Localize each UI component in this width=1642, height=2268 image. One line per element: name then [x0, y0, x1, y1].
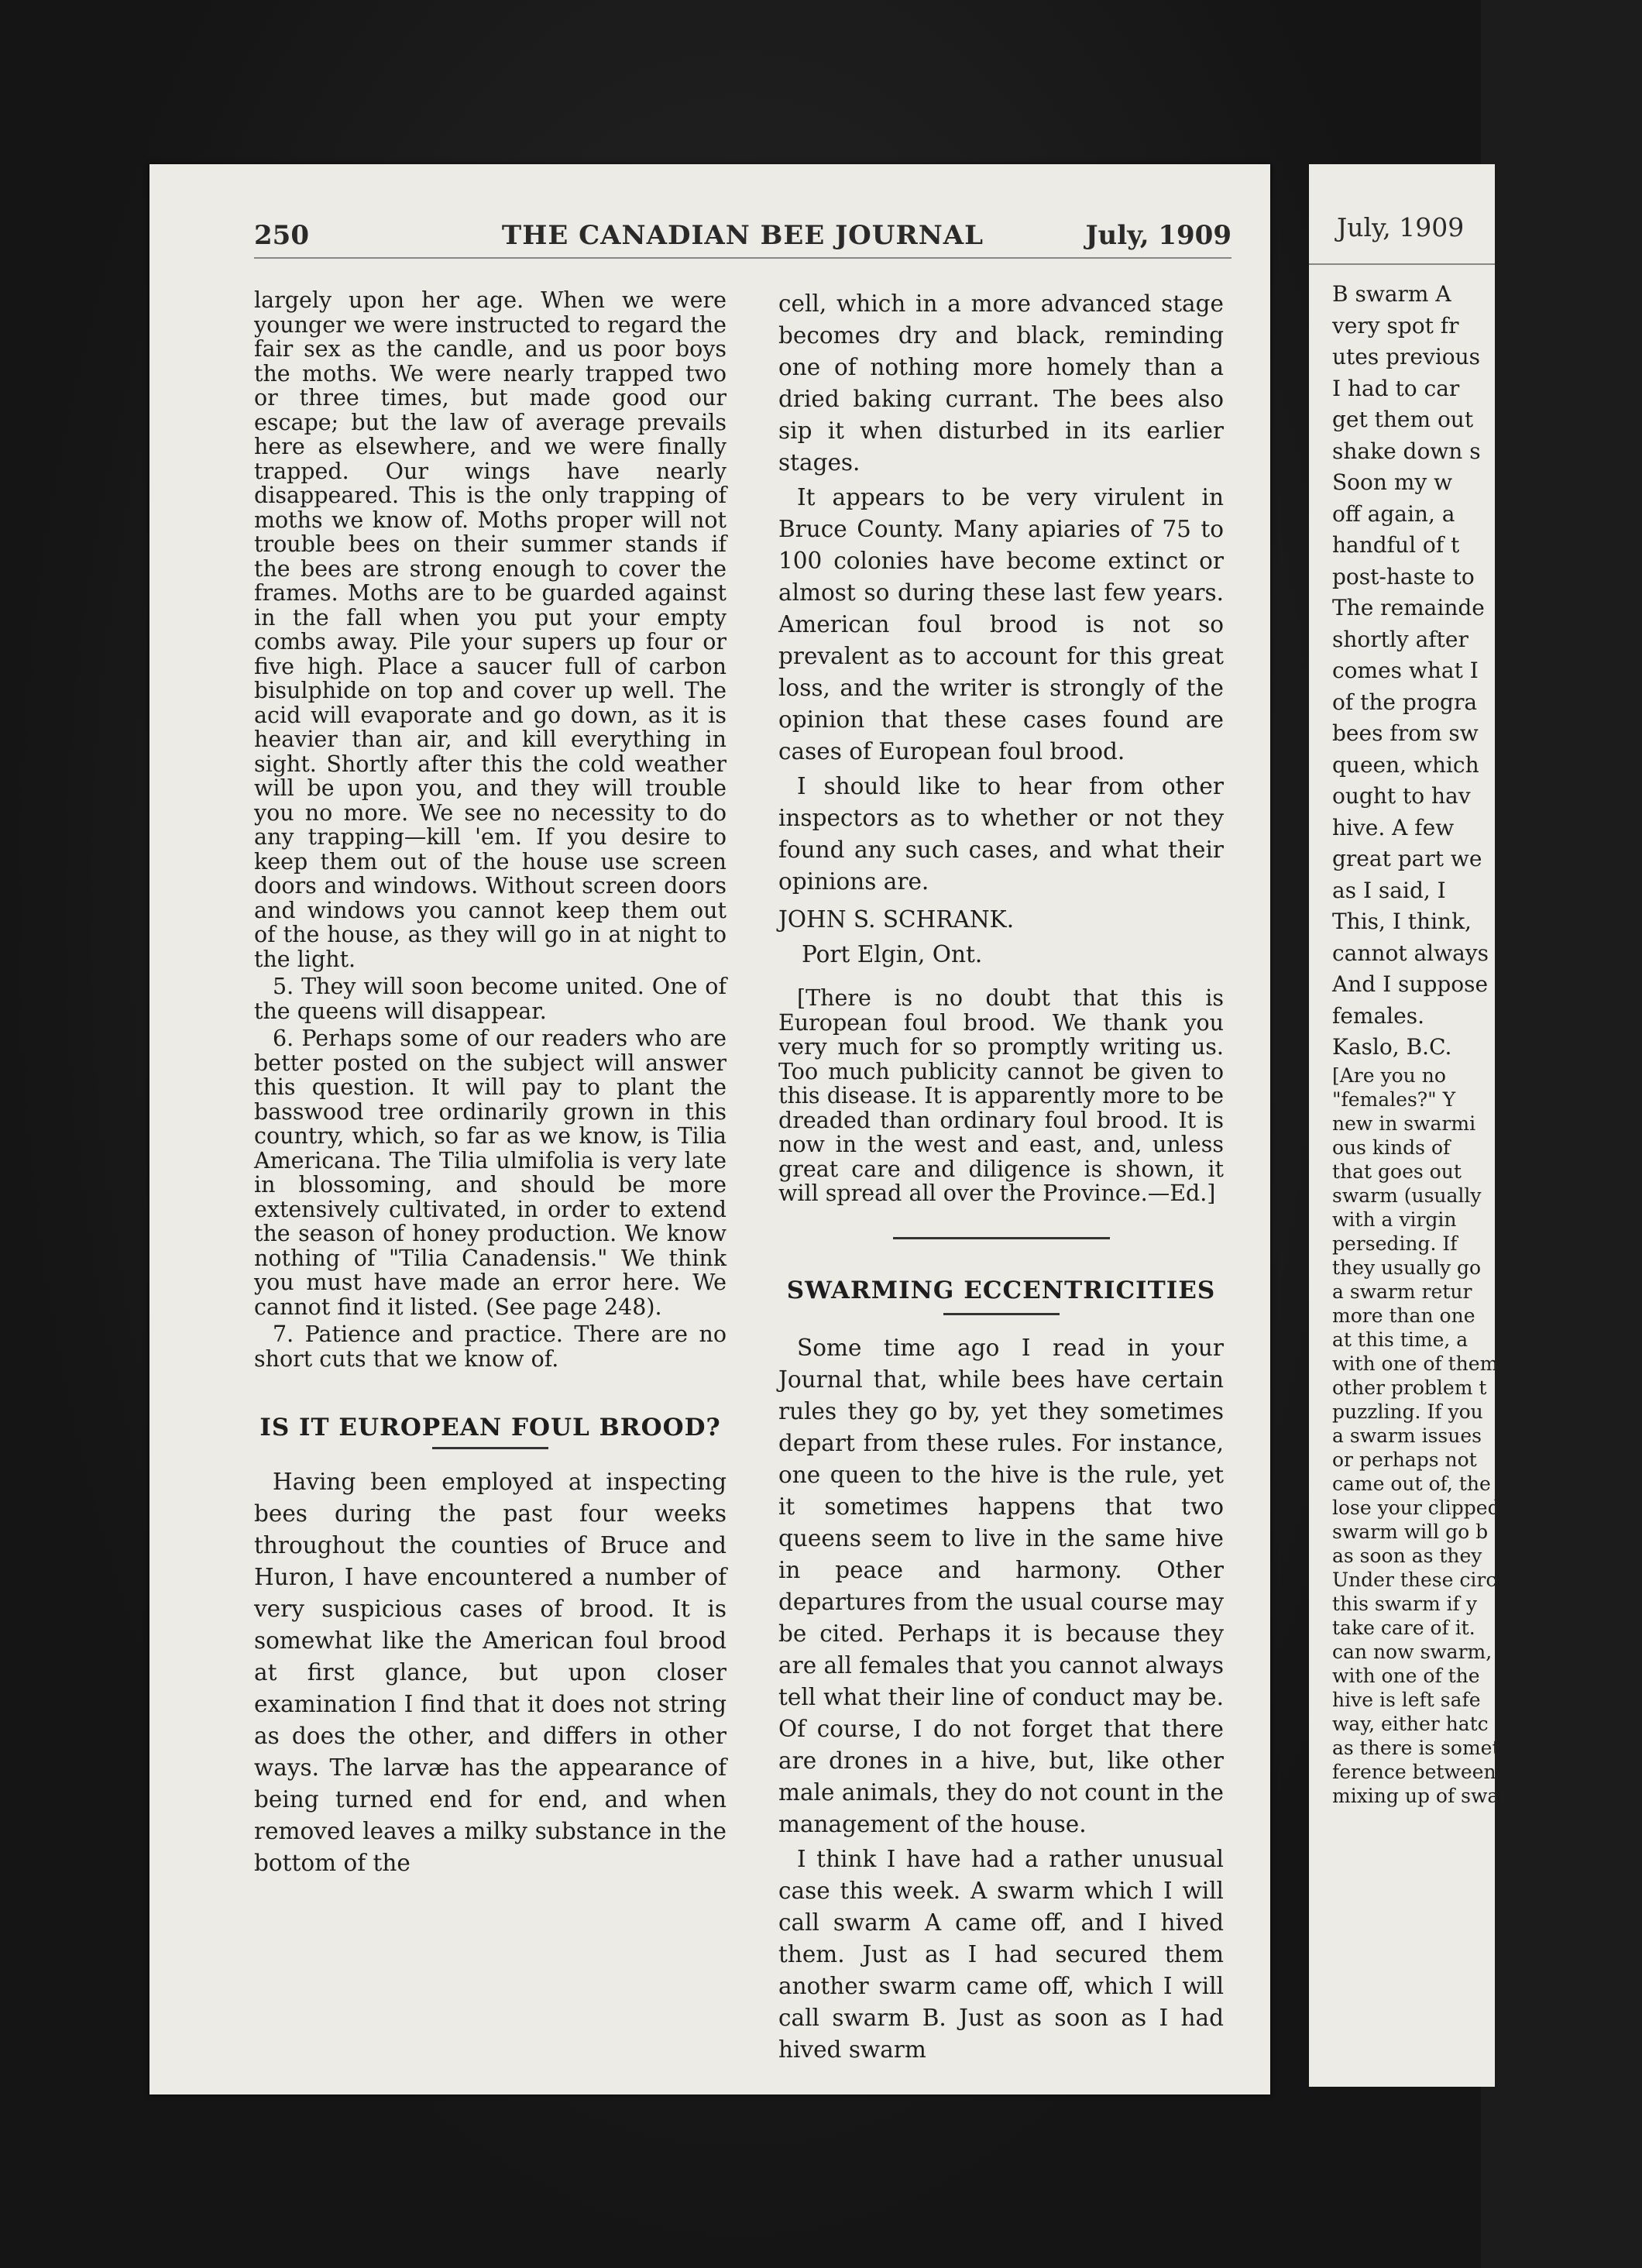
note-line: that goes out: [1332, 1160, 1462, 1183]
paragraph: I think I have had a rather unusual case this week. A swarm which I will call swarm A came off, and I hived them. Just as I had secured them another swarm came off, which I will call swarm B. Just as soon as I had hived swarm: [778, 1845, 1224, 2063]
text-line: bees from sw: [1332, 720, 1479, 746]
page-number: 250: [254, 220, 309, 251]
note-line: with one of them: [1332, 1352, 1499, 1375]
text-line: ought to hav: [1332, 783, 1471, 809]
paragraph: 6. Perhaps some of our readers who are better posted on the subject will answer this question. It will pay to plant the basswood tree ordinarily grown in this country, which, so far as we know, is Tilia Americana. The Tilia ulmifolia is very late in blossoming, and should be more extensively cultivated, in order to extend the season of honey production. We know nothing of "Tilia Canadensis." We think you must have made an error here. We cannot find it listed. (See page 248).: [254, 1026, 727, 1320]
note-line: a swarm retur: [1332, 1280, 1472, 1303]
note-line: came out of, the: [1332, 1472, 1491, 1495]
note-line: more than one: [1332, 1304, 1475, 1327]
paragraph: Having been employed at inspecting bees during the past four weeks throughout the counties of Bruce and Huron, I have encountered a number of very suspicious cases of brood. It is somewhat like the American foul brood at first glance, but upon closer examination I find that it does not string as does the other, and differs in other ways. The larvæ has the appearance of being turned end for end, and when removed leaves a milky substance in the bottom of the: [254, 1468, 727, 1876]
text-line: comes what I: [1332, 658, 1479, 683]
note-line: take care of it.: [1332, 1616, 1475, 1639]
author-signature: JOHN S. SCHRANK.: [778, 906, 1015, 933]
text-line: very spot fr: [1332, 312, 1459, 338]
text-line: post-haste to: [1332, 563, 1475, 589]
note-line: way, either hatc: [1332, 1712, 1489, 1735]
text-line: females.: [1332, 1002, 1424, 1029]
column-left: [254, 288, 727, 1882]
text-line: queen, which: [1332, 751, 1479, 778]
note-line: hive is left safe: [1332, 1688, 1481, 1711]
note-line: with one of the: [1332, 1664, 1480, 1687]
paragraph: I should like to hear from other inspectors as to whether or not they found any such cases, and what their opinions are.: [778, 773, 1224, 895]
note-line: mixing up of swar: [1332, 1784, 1509, 1807]
note-line: "females?" Y: [1332, 1088, 1456, 1111]
text-line: I had to car: [1332, 375, 1460, 401]
text-line: get them out: [1332, 407, 1474, 432]
heading-rule: [943, 1313, 1060, 1315]
text-line: shake down s: [1332, 438, 1481, 464]
editor-note: [There is no doubt that this is European foul brood. We thank you very much for so promptly writing us. Too much publicity cannot be given to this disease. It is apparently more to be dreaded than ordinary foul brood. It is now in the west and east, and, unless great care and diligence is shown, it will spread all over the Province.—Ed.]: [778, 985, 1224, 1206]
text-line: utes previous: [1332, 344, 1481, 369]
note-line: they usually go: [1332, 1256, 1482, 1279]
paragraph: 7. Patience and practice. There are no short cuts that we know of.: [254, 1321, 727, 1372]
note-line: lose your clipped: [1332, 1496, 1500, 1519]
text-line: The remainde: [1332, 595, 1485, 620]
note-line: ous kinds of: [1332, 1136, 1451, 1159]
paragraph: 5. They will soon become united. One of the queens will disappear.: [254, 974, 727, 1024]
paragraph: largely upon her age. When we were younger we were instructed to regard the fair sex as the candle, and us poor boys the moths. We were nearly trapped two or three times, but made good our escape; but the law of average prevails here as elsewhere, and we were finally trapped. Our wings have nearly disappeared. This is the only trapping of moths we know of. Moths proper will not trouble bees on their summer stands if the bees are strong enough to cover the frames. Moths are to be guarded against in the fall when you put your empty combs away. Pile your supers up four or five high. Place a saucer full of carbon bisulphide on top and cover up well. The acid will evaporate and go down, as it is heavier than air, and kill everything in sight. Shortly after this the cold weather will be upon you, and they will trouble you no more. We see no necessity to do any trapping—kill 'em. If you desire to keep them out of the house use screen doors and windows. Without screen doors and windows you cannot keep them out of the house, as they will go in at night to the light.: [254, 287, 727, 972]
location-line: Kaslo, B.C.: [1332, 1034, 1452, 1060]
text-line: Soon my w: [1332, 469, 1453, 495]
text-line: hive. A few: [1332, 814, 1455, 840]
text-line: handful of t: [1332, 532, 1460, 558]
article-heading: SWARMING ECCENTRICITIES: [786, 1276, 1216, 1304]
note-line: other problem t: [1332, 1376, 1487, 1399]
paragraph: cell, which in a more advanced stage becomes dry and black, reminding one of nothing more homely than a dried baking currant. The bees also sip it when disturbed in its earlier stages.: [778, 290, 1224, 476]
author-location: Port Elgin, Ont.: [802, 941, 983, 967]
text-line: great part we: [1332, 846, 1482, 871]
text-line: of the progra: [1332, 689, 1478, 715]
right-page: [1309, 164, 1509, 2087]
note-line: a swarm issues: [1332, 1424, 1482, 1447]
issue-date: July, 1909: [1337, 212, 1465, 242]
note-line: at this time, a: [1332, 1328, 1469, 1351]
issue-date: July, 1909: [1085, 220, 1232, 251]
page-header: [254, 220, 1232, 266]
text-line: shortly after: [1332, 626, 1469, 652]
text-line: off again, a: [1332, 500, 1455, 527]
article-heading: IS IT EUROPEAN FOUL BROOD?: [259, 1414, 721, 1442]
note-line: [Are you no: [1332, 1064, 1446, 1087]
text-line: as I said, I: [1332, 877, 1446, 903]
note-line: swarm (usually: [1332, 1184, 1482, 1207]
paragraph: It appears to be very virulent in Bruce County. Many apiaries of 75 to 100 colonies have become extinct or almost so during these last few years. American foul brood is not so prevalent as to account for this great loss, and the writer is strongly of the opinion that these cases found are cases of European foul brood.: [778, 484, 1224, 765]
note-line: puzzling. If you: [1332, 1400, 1483, 1423]
note-line: as soon as they: [1332, 1544, 1482, 1567]
note-line: with a virgin: [1332, 1208, 1457, 1231]
text-line: cannot always: [1332, 940, 1489, 966]
note-line: this swarm if y: [1332, 1592, 1477, 1615]
note-line: ference between: [1332, 1760, 1496, 1783]
text-line: And I suppose: [1332, 971, 1489, 997]
note-line: as there is somet: [1332, 1736, 1500, 1759]
note-line: Under these circ: [1332, 1568, 1497, 1591]
text-line: B swarm A: [1332, 281, 1451, 307]
header-rule: [254, 257, 1232, 259]
note-line: swarm will go b: [1332, 1520, 1489, 1543]
note-line: new in swarmi: [1332, 1112, 1476, 1135]
section-rule: [893, 1237, 1110, 1239]
right-page-column: [1332, 279, 1642, 1808]
journal-title: THE CANADIAN BEE JOURNAL: [501, 220, 984, 251]
column-right: [778, 288, 1224, 2069]
note-line: or perhaps not: [1332, 1448, 1477, 1471]
heading-rule: [432, 1447, 548, 1449]
text-line: This, I think,: [1332, 909, 1472, 934]
left-page: [149, 164, 1270, 2094]
paragraph: Some time ago I read in your Journal that, while bees have certain rules they go by, yet they sometimes depart from these rules. For instance, one queen to the hive is the rule, yet it sometimes happens that two queens seem to live in the same hive in peace and harmony. Other departures from the usual course may be cited. Perhaps it is because they are all females that you cannot always tell what their line of conduct may be. Of course, I do not forget that there are drones in a hive, but, like other male animals, they do not count in the management of the house.: [778, 1334, 1224, 1837]
note-line: perseding. If: [1332, 1232, 1458, 1255]
note-line: can now swarm,: [1332, 1640, 1493, 1663]
header-rule: [1309, 263, 1495, 265]
